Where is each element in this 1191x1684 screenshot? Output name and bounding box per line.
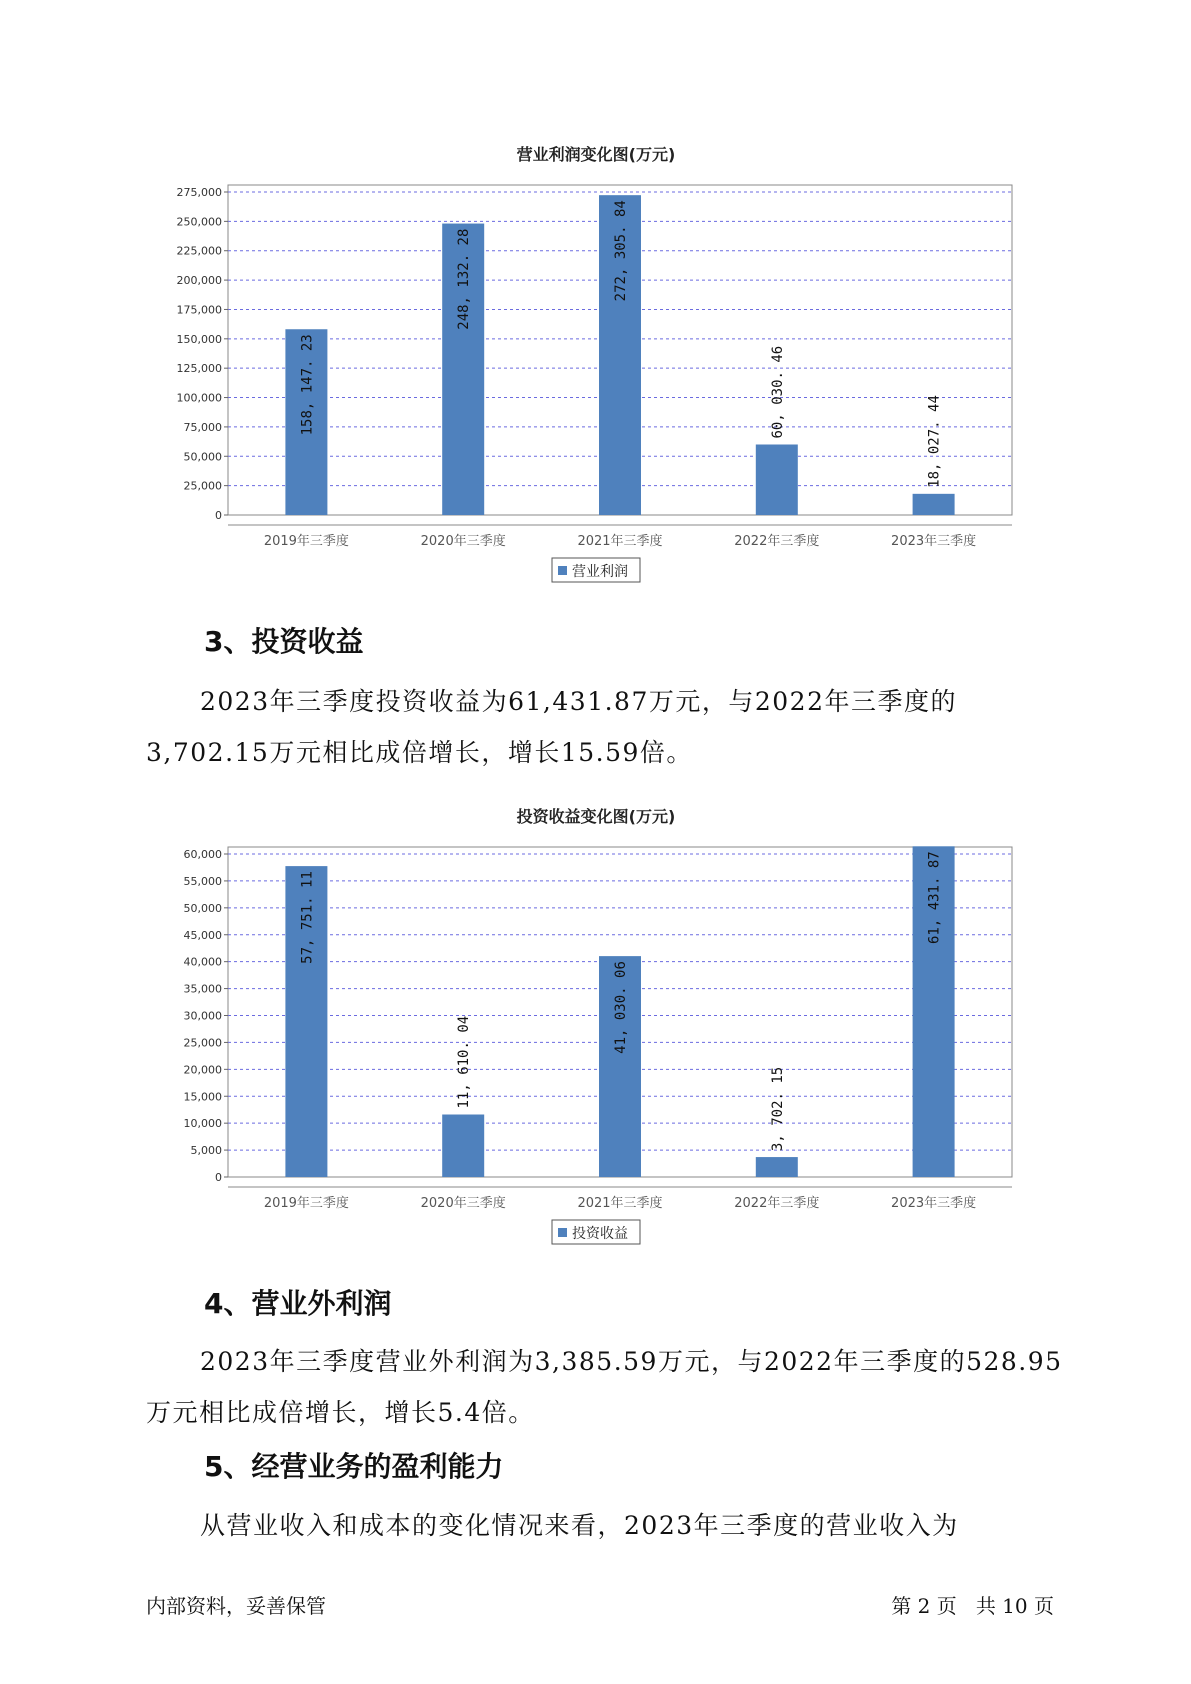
x-tick-label: 2020年三季度 — [420, 1196, 506, 1211]
y-tick-label: 200,000 — [176, 274, 222, 288]
x-tick-label: 2019年三季度 — [263, 1196, 349, 1211]
y-tick-label: 75,000 — [183, 420, 222, 434]
y-tick-label: 5,000 — [190, 1144, 222, 1158]
y-tick-label: 225,000 — [176, 244, 222, 258]
y-tick-label: 125,000 — [176, 362, 222, 376]
y-tick-label: 40,000 — [183, 955, 222, 969]
legend-label: 投资收益 — [572, 1226, 628, 1242]
section-heading-profitability: 5、经营业务的盈利能力 — [204, 1450, 504, 1483]
y-tick-label: 60,000 — [183, 848, 222, 861]
investment-income-chart-svg — [0, 792, 1191, 1262]
chart-title: 营业利润变化图(万元) — [516, 145, 676, 164]
operating-profit-chart-svg — [0, 130, 1191, 600]
bar-value-label: 61, 431. 87 — [926, 851, 943, 945]
footer-confidential: 内部资料，妥善保管 — [146, 1594, 326, 1618]
y-tick-label: 25,000 — [183, 1036, 222, 1050]
y-tick-label: 275,000 — [176, 186, 222, 199]
section-heading-non-operating-profit: 4、营业外利润 — [204, 1287, 392, 1320]
x-tick-label: 2022年三季度 — [734, 534, 820, 549]
y-tick-label: 50,000 — [183, 901, 222, 915]
x-tick-label: 2023年三季度 — [891, 1196, 977, 1211]
profitability-paragraph: 从营业收入和成本的变化情况来看，2023年三季度的营业收入为 — [200, 1511, 959, 1540]
bar — [442, 1114, 484, 1177]
y-tick-label: 30,000 — [183, 1009, 222, 1023]
legend-swatch — [558, 1228, 567, 1237]
operating-profit-chart — [0, 130, 1191, 600]
section-heading-investment-income: 3、投资收益 — [204, 625, 364, 658]
y-tick-label: 175,000 — [176, 303, 222, 317]
y-tick-label: 35,000 — [183, 982, 222, 996]
investment-income-chart — [0, 792, 1191, 1262]
bar — [756, 1157, 798, 1177]
y-tick-label: 15,000 — [183, 1090, 222, 1104]
bar-value-label: 57, 751. 11 — [299, 871, 316, 964]
x-tick-label: 2019年三季度 — [263, 534, 349, 549]
y-tick-label: 0 — [215, 1171, 222, 1184]
y-tick-label: 25,000 — [183, 479, 222, 493]
bar — [756, 444, 798, 515]
bar-value-label: 272, 305. 84 — [613, 200, 629, 302]
y-tick-label: 0 — [215, 509, 222, 522]
bar-value-label: 158, 147. 23 — [299, 334, 316, 436]
bar-value-label: 18, 027. 44 — [926, 395, 943, 488]
y-tick-label: 50,000 — [183, 450, 222, 464]
y-tick-label: 45,000 — [183, 928, 222, 942]
x-tick-label: 2021年三季度 — [577, 1196, 663, 1211]
bar-value-label: 248, 132. 28 — [456, 228, 473, 330]
x-tick-label: 2022年三季度 — [734, 1196, 820, 1211]
legend-swatch — [558, 566, 567, 575]
bar-value-label: 60, 030. 46 — [769, 345, 786, 439]
y-tick-label: 100,000 — [176, 391, 222, 405]
y-tick-label: 55,000 — [183, 874, 222, 888]
y-tick-label: 150,000 — [176, 332, 222, 346]
x-tick-label: 2021年三季度 — [577, 534, 663, 549]
bar — [913, 494, 955, 515]
x-tick-label: 2023年三季度 — [891, 534, 977, 549]
bar-value-label: 11, 610. 04 — [456, 1015, 473, 1109]
y-tick-label: 20,000 — [183, 1063, 222, 1077]
bar-value-label: 3, 702. 15 — [769, 1066, 786, 1152]
legend-label: 营业利润 — [572, 564, 628, 580]
investment-income-paragraph: 2023年三季度投资收益为61,431.87万元，与2022年三季度的3,702.15万元相比成倍增长，增长15.59倍。 — [146, 687, 957, 767]
chart-title: 投资收益变化图(万元) — [516, 807, 676, 826]
y-tick-label: 250,000 — [176, 215, 222, 229]
non-operating-profit-paragraph: 2023年三季度营业外利润为3,385.59万元，与2022年三季度的528.95万元相比成倍增长，增长5.4倍。 — [146, 1347, 1063, 1427]
x-tick-label: 2020年三季度 — [420, 534, 506, 549]
footer-page-number: 第 2 页 共 10 页 — [891, 1594, 1054, 1618]
bar-value-label: 41, 030. 06 — [613, 961, 629, 1054]
y-tick-label: 10,000 — [183, 1117, 222, 1131]
